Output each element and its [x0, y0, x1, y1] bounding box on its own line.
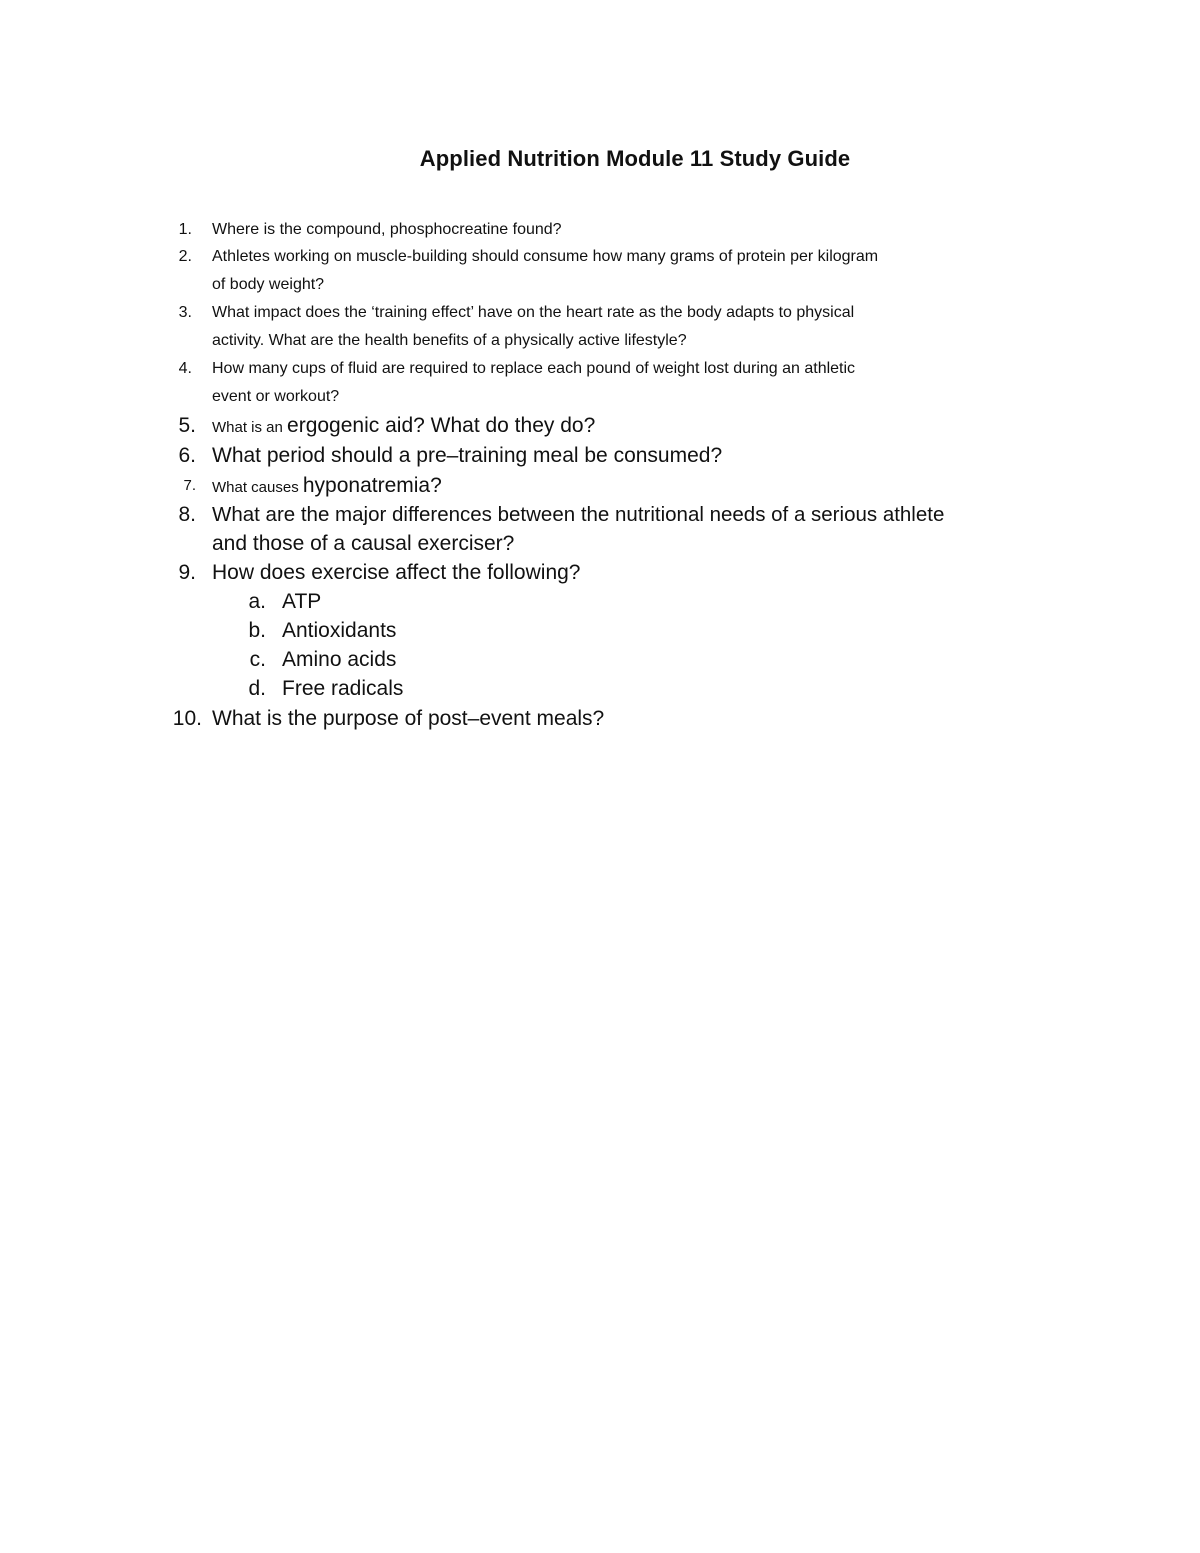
sub-item-text: ATP [282, 590, 322, 613]
question-text-prefix: What causes [212, 479, 303, 496]
question-number: 10. [172, 707, 202, 730]
question-text: Where is the compound, phosphocreatine found? [212, 221, 562, 238]
question-number: 9. [178, 561, 196, 584]
question-text: What are the major differences between the nutritional needs of a serious athlete [212, 503, 945, 526]
question-text-prefix: What is an [212, 419, 288, 436]
question-text: What impact does the ‘training effect’ have on the heart rate as the body adapts to physical [212, 304, 855, 321]
question-number: 4. [178, 360, 192, 377]
sub-item-letter: d. [248, 677, 266, 700]
sub-item-text: Amino acids [282, 648, 397, 671]
question-number: 5. [178, 414, 196, 437]
question-number: 7. [183, 477, 196, 494]
question-number: 3. [178, 304, 192, 321]
question-text: What is the purpose of post–event meals? [212, 707, 605, 730]
question-text: What period should a pre–training meal be consumed? [212, 444, 723, 467]
sub-item-text: Antioxidants [282, 619, 397, 642]
question-text: and those of a causal exerciser? [212, 532, 515, 555]
question-text [212, 471, 442, 502]
question-text: event or workout? [212, 388, 340, 405]
question-text: activity. What are the health benefits of a physically active lifestyle? [212, 332, 687, 349]
question-text-rest: hyponatremia? [302, 474, 442, 497]
question-number: 6. [178, 444, 196, 467]
sub-item-letter: a. [248, 590, 266, 613]
question-number: 1. [178, 221, 192, 238]
document-title: Applied Nutrition Module 11 Study Guide [419, 146, 851, 171]
sub-item-letter: c. [249, 648, 266, 671]
question-text: How does exercise affect the following? [212, 561, 581, 584]
question-number: 8. [178, 503, 196, 526]
question-text: How many cups of fluid are required to replace each pound of weight lost during an athletic [212, 360, 856, 377]
question-text-rest: ergogenic aid? What do they do? [287, 414, 596, 437]
question-number: 2. [178, 248, 192, 265]
sub-item-text: Free radicals [282, 677, 404, 700]
question-text [212, 411, 595, 442]
sub-item-letter: b. [248, 619, 266, 642]
question-text: Athletes working on muscle-building should consume how many grams of protein per kilogram [212, 248, 879, 265]
question-text: of body weight? [212, 276, 325, 293]
